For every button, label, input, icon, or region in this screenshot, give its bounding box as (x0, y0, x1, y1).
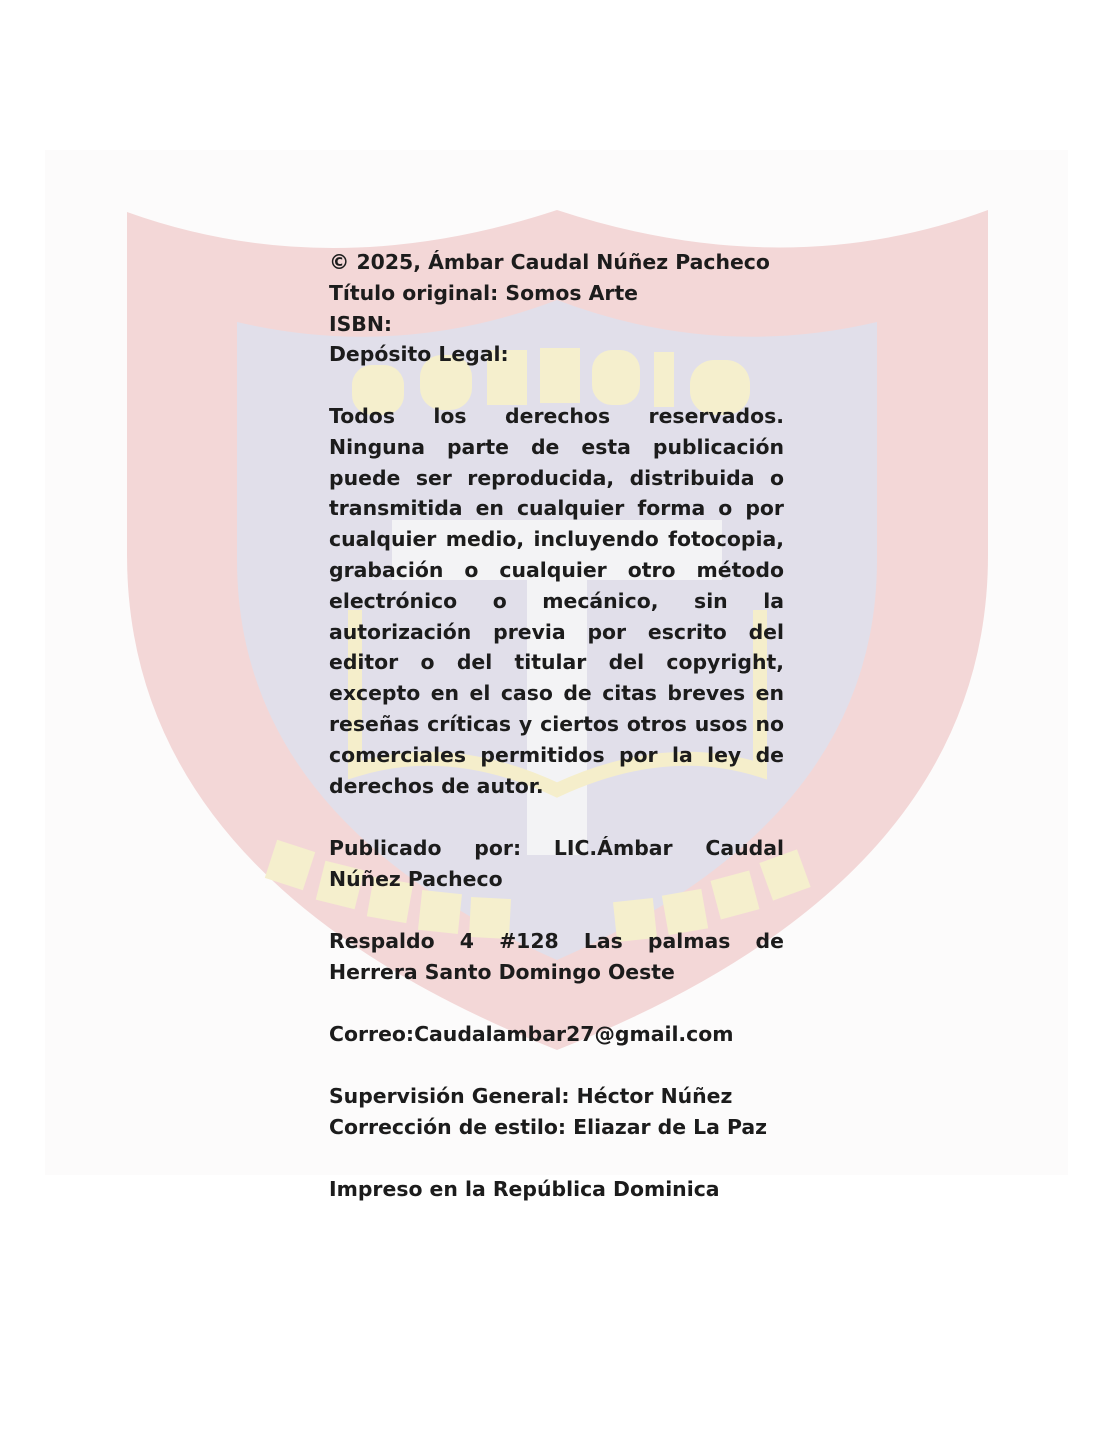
isbn-label: ISBN: (329, 311, 393, 336)
publisher: Publicado por: LIC.Ámbar Caudal Núñez Pacheco (329, 835, 784, 891)
contact-email: Correo:Caudalambar27@gmail.com (329, 1022, 734, 1047)
original-title: Título original: Somos Arte (329, 280, 639, 305)
printed-in: Impreso en la República Dominica (329, 1177, 720, 1202)
publisher-address: Respaldo 4 #128 Las palmas de Herrera Santo Domingo Oeste (329, 928, 784, 984)
copyright-page-text (329, 247, 784, 1205)
rights-notice: Todos los derechos reservados. Ninguna parte de esta publicación puede ser reproducida, distribuida o transmitida en cualquier forma o por cualquier medio, incluyendo fotocopia, grabación o cualquier otro método electrónico o mecánico, sin la autorización previa por escrito del editor o del titular del copyright, excepto en el caso de citas breves en reseñas críticas y ciertos otros usos no comerciales permitidos por la ley de derechos de autor. (329, 403, 784, 798)
legal-deposit-label: Depósito Legal: (329, 342, 509, 367)
general-supervision: Supervisión General: Héctor Núñez (329, 1084, 733, 1109)
copyright-line: © 2025, Ámbar Caudal Núñez Pacheco (329, 250, 770, 274)
style-correction: Corrección de estilo: Eliazar de La Paz (329, 1115, 768, 1140)
